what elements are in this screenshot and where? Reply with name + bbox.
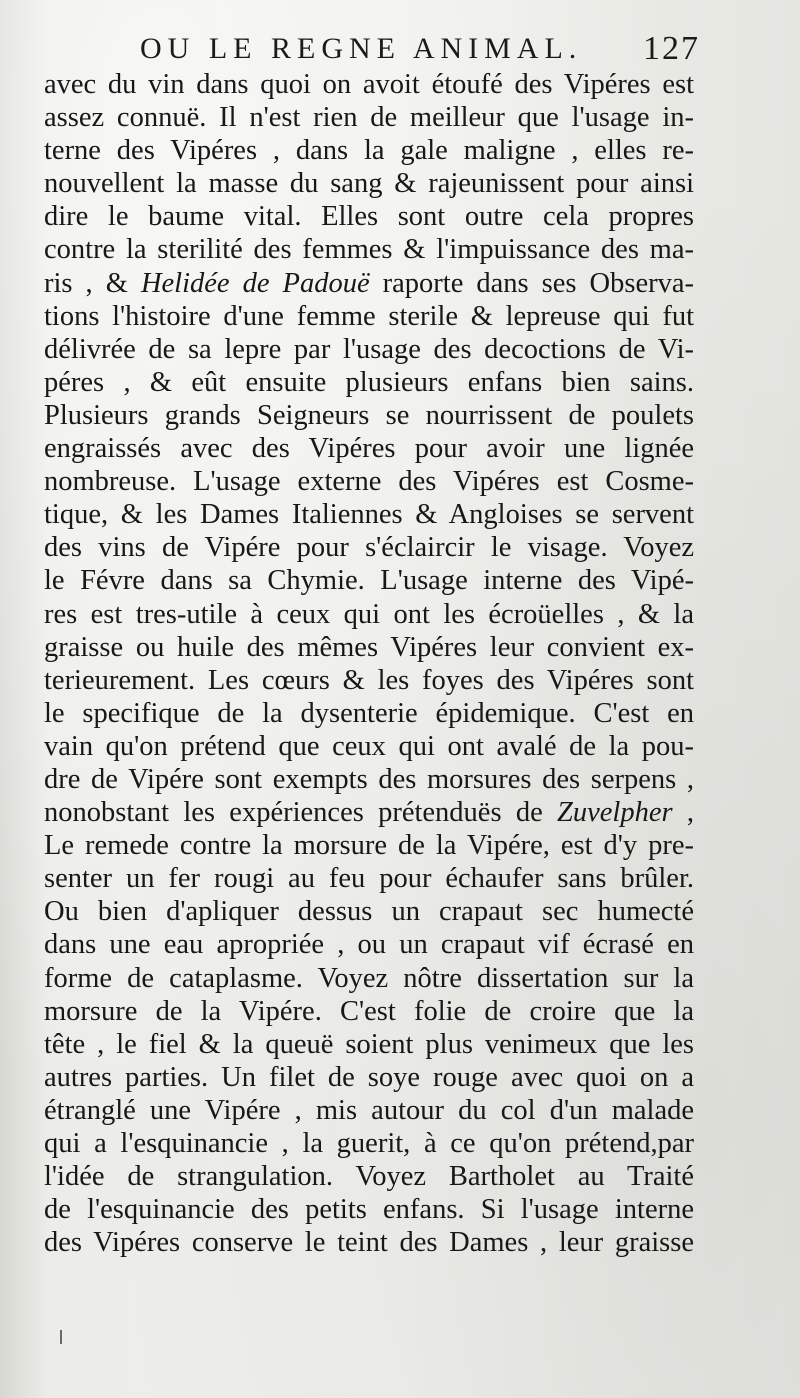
text-line: terne des Vipéres , dans la gale maligne , elles re- — [44, 135, 694, 167]
text-line: étranglé une Vipére , mis autour du col d'un malade — [44, 1094, 694, 1126]
text-line: délivrée de sa lepre par l'usage des decoctions de Vi- — [44, 333, 694, 365]
text-line: senter un fer rougi au feu pour échaufer sans brûler. — [44, 863, 694, 895]
text-line: de l'esquinancie des petits enfans. Si l'usage interne — [44, 1194, 694, 1226]
text-line: des Vipéres conserve le teint des Dames , leur graisse — [44, 1227, 694, 1259]
italic-name: Zuvelpher — [557, 797, 673, 829]
text-line: dans une eau apropriée , ou un crapaut vif écrasé en — [44, 929, 694, 961]
text-line: l'idée de strangulation. Voyez Bartholet au Traité — [44, 1161, 694, 1193]
text-line: dre de Vipére sont exempts des morsures des serpens , — [44, 763, 694, 795]
text-line: tions l'histoire d'une femme sterile & lepreuse qui fut — [44, 300, 694, 332]
text-line: tique, & les Dames Italiennes & Angloises se servent — [44, 499, 694, 531]
text-line: vain qu'on prétend que ceux qui ont avalé de la pou- — [44, 730, 694, 762]
text-line: avec du vin dans quoi on avoit étoufé des Vipéres est — [44, 69, 694, 100]
text-line: Plusieurs grands Seigneurs se nourrissent de poulets — [44, 399, 694, 431]
text-line: nombreuse. L'usage externe des Vipéres est Cosme- — [44, 466, 694, 498]
text-line: autres parties. Un filet de soye rouge avec quoi on a — [44, 1061, 694, 1093]
text-line: forme de cataplasme. Voyez nôtre dissertation sur la — [44, 962, 694, 994]
body-text — [44, 68, 694, 1259]
printer-mark — [60, 1330, 62, 1344]
text-line: nouvellent la masse du sang & rajeunissent pour ainsi — [44, 168, 694, 200]
text-line: graisse ou huile des mêmes Vipéres leur convient ex- — [44, 631, 694, 663]
text-line: péres , & eût ensuite plusieurs enfans bien sains. — [44, 366, 694, 398]
text-line: tête , le fiel & la queuë soient plus venimeux que les — [44, 1028, 694, 1060]
text-line: terieurement. Les cœurs & les foyes des Vipéres sont — [44, 664, 694, 696]
text-line: des vins de Vipére pour s'éclaircir le visage. Voyez — [44, 532, 694, 564]
text-line: le Févre dans sa Chymie. L'usage interne des Vipé- — [44, 565, 694, 597]
text-line: Ou bien d'apliquer dessus un crapaut sec humecté — [44, 896, 694, 928]
text-line: assez connuë. Il n'est rien de meilleur que l'usage in- — [44, 102, 694, 134]
page-number: 127 — [643, 30, 700, 67]
text-line: nonobstant les expériences prétenduës de Zuvelpher , — [44, 797, 694, 829]
italic-name: Helidée de Padouë — [140, 267, 370, 299]
text-line: dire le baume vital. Elles sont outre cela propres — [44, 201, 694, 233]
text-line: qui a l'esquinancie , la guerit, à ce qu'on prétend,par — [44, 1128, 694, 1159]
text-line: ris , & Helidée de Padouë raporte dans ses Observa- — [44, 267, 695, 299]
text-line: contre la sterilité des femmes & l'impuissance des ma- — [44, 234, 694, 266]
running-title: OU LE REGNE ANIMAL. — [140, 32, 583, 65]
text-line: res est tres-utile à ceux qui ont les écroüelles , & la — [44, 598, 694, 630]
text-line: engraissés avec des Vipéres pour avoir une lignée — [44, 433, 694, 465]
running-head — [140, 30, 700, 70]
text-line: le specifique de la dysenterie épidemique. C'est en — [44, 697, 694, 729]
text-line: Le remede contre la morsure de la Vipére, est d'y pre- — [44, 830, 694, 862]
text-line: morsure de la Vipére. C'est folie de croire que la — [44, 995, 694, 1027]
